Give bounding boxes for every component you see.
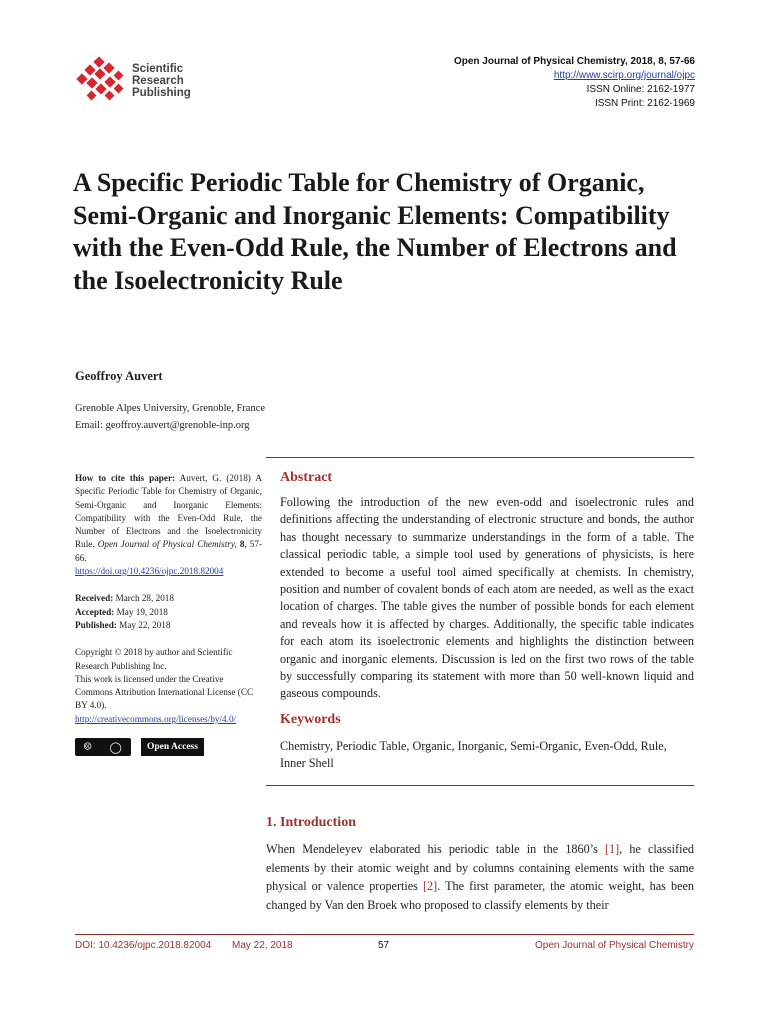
cc-icon: 🅭 bbox=[84, 740, 91, 753]
accepted-date bbox=[75, 606, 262, 619]
journal-url-link[interactable]: http://www.scirp.org/journal/ojpc bbox=[553, 70, 695, 81]
author-name: Geoffroy Auvert bbox=[75, 369, 163, 383]
by-icon: ◯ bbox=[109, 740, 122, 754]
abstract-text: Following the introduction of the new even-odd and isoelectronic rules and definitions affecting the understanding of electronic structure and bonds, the author has thought necessary to summarize understandings in the form of a table. The classical periodic table, a simple tool used by generations of physicists, is here extended to become a useful tool aimed specifically at chemists. In chemistry, position and number of covalent bonds of each atom are needed, as well as the exact location of charges. The table gives the number of possible bonds for each element and reveals how it is affected by charges. Additionally, the specific table indicates for each atom its isoelectronic elements and highlights the distinction between organic and inorganic elements. Discussion is led on the first two rows of the table by successfully comparing its statement with more than 50 well-known liquid and gaseous compounds. bbox=[280, 495, 694, 701]
reference-2-link[interactable]: [2] bbox=[423, 879, 438, 894]
cc-by-icon[interactable] bbox=[75, 738, 131, 756]
received-label: Received: bbox=[75, 593, 114, 604]
keywords-heading: Keywords bbox=[280, 712, 341, 727]
affiliation-block bbox=[75, 400, 265, 434]
received-date bbox=[75, 592, 262, 605]
license-notice: This work is licensed under the Creative Commons Attribution International License (CC BY 4.0). bbox=[75, 673, 254, 711]
intro-heading: 1. Introduction bbox=[266, 815, 356, 830]
publisher-line-2: Research bbox=[132, 75, 184, 87]
received-value: March 28, 2018 bbox=[115, 593, 174, 604]
copyright-notice: Copyright © 2018 by author and Scientific Research Publishing Inc. bbox=[75, 647, 233, 671]
keywords-bottom-rule bbox=[266, 785, 694, 786]
open-access-badge: Open Access bbox=[141, 738, 204, 756]
footer-doi: DOI: 10.4236/ojpc.2018.82004 bbox=[75, 940, 212, 951]
cite-text: Auvert, G. (2018) A Specific Periodic Table for Chemistry of Organic, Semi-Organic and Inorganic Elements: Compatibility with the Even-Odd Rule, the Number of Electrons and the Isoelectronicity Rule. bbox=[75, 473, 262, 550]
publisher-line-1: Scientific bbox=[132, 63, 184, 75]
license-badges bbox=[75, 738, 204, 756]
intro-text-3: . The first parameter, the atomic weight, has been changed by Van den Broek who proposed to classify elements by their bbox=[266, 879, 694, 912]
license-link[interactable]: http://creativecommons.org/licenses/by/4.0/ bbox=[75, 713, 237, 724]
reference-1-link[interactable]: [1] bbox=[604, 842, 620, 856]
footer-rule bbox=[75, 934, 694, 935]
journal-info bbox=[454, 55, 695, 111]
publisher-line-3: Publishing bbox=[132, 87, 191, 99]
abstract-heading: Abstract bbox=[280, 470, 333, 485]
paper-title: A Specific Periodic Table for Chemistry of Organic, Semi-Organic and Inorganic Elements: Compatibility with the Even-Odd Rule, the Number of Electrons and the Isoelectronicity Rule bbox=[73, 168, 677, 295]
doi-link[interactable]: https://doi.org/10.4236/ojpc.2018.82004 bbox=[75, 566, 224, 577]
published-value: May 22, 2018 bbox=[119, 619, 171, 630]
intro-paragraph bbox=[266, 840, 694, 914]
issn-online: ISSN Online: 2162-1977 bbox=[586, 84, 695, 95]
published-label: Published: bbox=[75, 619, 117, 630]
accepted-label: Accepted: bbox=[75, 606, 115, 617]
cite-volume: 8 bbox=[239, 539, 245, 550]
author-email: Email: geoffroy.auvert@grenoble-inp.org bbox=[75, 420, 250, 431]
keywords-text: Chemistry, Periodic Table, Organic, Inorganic, Semi-Organic, Even-Odd, Rule, Inner Shell bbox=[280, 739, 667, 771]
intro-text-2: , he classified elements by their atomic weight and by columns containing elements with the same physical or valence properties bbox=[266, 842, 695, 894]
intro-text-1: When Mendeleyev elaborated his periodic table in the 1860’s bbox=[266, 842, 605, 856]
cite-pages: , 57-66. bbox=[75, 539, 263, 563]
journal-citation: Open Journal of Physical Chemistry, 2018, 8, 57-66 bbox=[453, 56, 695, 67]
affiliation: Grenoble Alpes University, Grenoble, France bbox=[75, 403, 266, 414]
accepted-value: May 19, 2018 bbox=[116, 606, 168, 617]
page-number: 57 bbox=[378, 940, 390, 951]
footer-date: May 22, 2018 bbox=[232, 940, 293, 951]
footer-journal: Open Journal of Physical Chemistry bbox=[535, 940, 694, 951]
citation-sidebar bbox=[75, 472, 262, 726]
issn-print: ISSN Print: 2162-1969 bbox=[594, 98, 695, 109]
published-date bbox=[75, 619, 262, 632]
publisher-name bbox=[132, 63, 191, 99]
abstract-top-rule bbox=[266, 457, 694, 458]
cite-journal: Open Journal of Physical Chemistry, bbox=[97, 539, 237, 550]
cite-label: How to cite this paper: bbox=[75, 473, 176, 483]
how-to-cite bbox=[75, 472, 262, 578]
